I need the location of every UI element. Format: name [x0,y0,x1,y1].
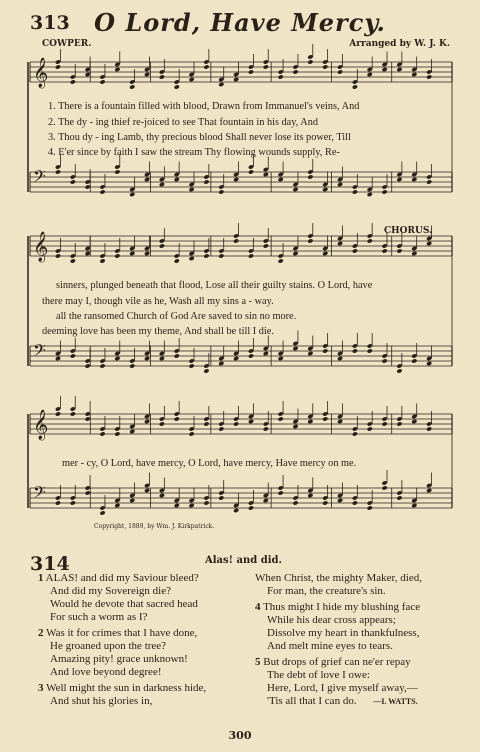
system2-lyric-3: all the ransomed Church of God Are saved to sin no more. [56,311,297,322]
stanza-line: Well might the sun in darkness hide, [46,682,207,694]
verse-line-2: 2. The dy - ing thief re-joiced to see That fountain in his day, And [48,117,319,128]
svg-text:𝄞: 𝄞 [33,410,49,440]
stanza-line: Was it for crimes that I have done, [46,627,198,639]
stanza-number: 3 [38,682,44,694]
hymn-number: 313 [30,12,70,34]
stanza-line: And melt mine eyes to tears. [267,640,393,652]
stanza-line: 'Tis all that I can do. [267,695,357,707]
copyright: Copyright, 1889, by Wm. J. Kirkpatrick. [94,523,215,530]
stanza-line: ALAS! and did my Saviour bleed? [45,572,199,584]
hymn2-title: Alas! and did. [205,555,283,566]
stanza-line: Thus might I hide my blushing face [263,601,421,613]
stanza-line: Amazing pity! grace unknown! [50,653,188,665]
stanza-4 [255,601,422,653]
stanza-line: He groaned upon the tree? [50,640,167,652]
stanza-line: Here, Lord, I give myself away,— [267,682,418,694]
stanza-line: When Christ, the mighty Maker, died, [255,572,422,584]
stanza-line: And did my Sovereign die? [50,585,171,597]
stanza-line: For man, the creature's sin. [267,585,386,597]
stanza-line: The debt of love I owe: [267,669,370,681]
author: COWPER. [42,39,92,49]
system2-lyric-2: there may I, though vile as he, Wash all my sins a - way. [42,296,274,307]
svg-text:𝄢: 𝄢 [33,340,46,364]
stanza-2 [38,627,206,679]
stanza-number: 2 [38,627,44,639]
verse-line-3: 3. Thou dy - ing Lamb, thy precious blood Shall never lose its power, Till [48,132,351,143]
stanza-line: And love beyond degree! [50,666,162,678]
stanza-1 [38,572,206,624]
stanza-line: For such a worm as I? [50,611,148,623]
stanza-number: 5 [255,656,261,668]
chorus-label: CHORUS. [384,226,433,236]
stanza-5 [255,656,422,708]
attribution: —I. WATTS. [373,697,418,706]
hymn2-left-column [38,572,206,711]
stanza-line: Dissolve my heart in thankfulness, [267,627,420,639]
svg-text:𝄞: 𝄞 [33,58,49,88]
arranger: Arranged by W. J. K. [349,39,450,49]
system2-lyric-1: sinners, plunged beneath that flood, Lose all their guilty stains. O Lord, have [56,280,373,291]
stanza-3 [38,682,206,708]
hymn2-number: 314 [30,553,70,575]
hymn2-right-column [255,572,422,711]
stanza-3-cont [255,572,422,598]
system2-lyric-4: deeming love has been my theme, And shall be till I die. [42,326,274,337]
verse-line-1: 1. There is a fountain filled with blood, Drawn from Immanuel's veins, And [48,101,360,112]
stanza-line: Would he devote that sacred head [50,598,198,610]
stanza-line: And shut his glories in, [50,695,153,707]
stanza-number: 4 [255,601,261,613]
svg-text:𝄢: 𝄢 [33,166,46,190]
stanza-number: 1 [38,572,44,584]
page-number: 300 [228,729,252,742]
stanza-line: While his dear cross appears; [267,614,396,626]
stanza-line: But drops of grief can ne'er repay [263,656,411,668]
svg-text:𝄢: 𝄢 [33,482,46,506]
svg-text:𝄞: 𝄞 [33,232,49,262]
hymn-title: O Lord, Have Mercy. [94,8,386,37]
system3-lyric: mer - cy, O Lord, have mercy, O Lord, have mercy, Have mercy on me. [62,458,357,469]
verse-line-4: 4. E'er since by faith I saw the stream Thy flowing wounds supply, Re- [48,147,340,158]
